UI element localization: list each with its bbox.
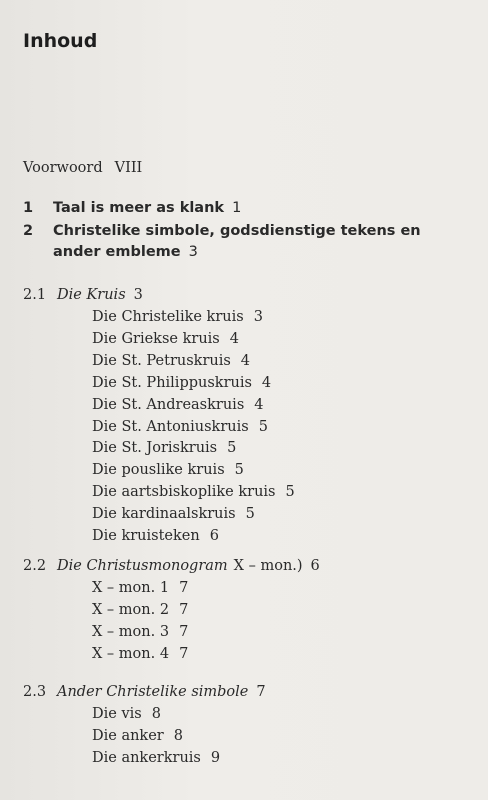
item-title: Die St. Philippuskruis bbox=[92, 374, 252, 391]
item-title: X – mon. 2 bbox=[92, 601, 170, 618]
section-number: 2.1 bbox=[23, 287, 47, 303]
toc-chapter-2 bbox=[23, 223, 421, 239]
item-page: 4 bbox=[261, 374, 272, 391]
item-title: X – mon. 3 bbox=[92, 623, 170, 640]
section-title: Die Christusmonogram bbox=[57, 558, 228, 574]
item-page: 5 bbox=[258, 418, 268, 435]
foreword-page: VIII bbox=[114, 160, 143, 176]
section-title-suffix: X – mon.) bbox=[233, 558, 303, 574]
section-title: Die Kruis bbox=[57, 287, 126, 303]
item-page: 9 bbox=[210, 749, 221, 766]
chapter-page: 3 bbox=[188, 244, 198, 260]
toc-section-2-1 bbox=[23, 287, 143, 303]
chapter-title: Taal is meer as klank bbox=[53, 200, 225, 216]
toc-section-2-3 bbox=[23, 684, 266, 700]
page-heading: Inhoud bbox=[23, 30, 98, 52]
foreword-label: Voorwoord bbox=[23, 160, 103, 176]
chapter-title-continued: ander embleme bbox=[53, 244, 181, 260]
item-page: 7 bbox=[179, 623, 189, 640]
item-title: Die vis bbox=[92, 706, 142, 722]
item-page: 3 bbox=[253, 309, 263, 325]
item-title: Die pouslike kruis bbox=[92, 462, 225, 479]
item-title: Die ankerkruis bbox=[92, 749, 201, 766]
chapter-number: 2 bbox=[23, 223, 34, 239]
section-page: 3 bbox=[133, 287, 143, 303]
chapter-page: 1 bbox=[232, 200, 242, 216]
item-page: 5 bbox=[227, 440, 237, 457]
chapter-number: 1 bbox=[23, 200, 34, 216]
item-title: Die anker bbox=[92, 727, 164, 744]
section-number: 2.2 bbox=[23, 558, 47, 574]
item-title: Die Griekse kruis bbox=[92, 330, 220, 347]
item-page: 5 bbox=[285, 484, 295, 501]
item-title: Die kardinaalskruis bbox=[92, 506, 236, 523]
item-title: Die St. Andreaskruis bbox=[92, 396, 245, 413]
toc-foreword bbox=[23, 160, 142, 176]
toc-chapter-2-cont bbox=[53, 244, 198, 260]
item-page: 7 bbox=[179, 645, 189, 662]
item-page: 5 bbox=[234, 462, 244, 479]
toc-chapter-1 bbox=[23, 200, 242, 216]
chapter-title: Christelike simbole, godsdienstige tekens en bbox=[53, 223, 421, 239]
item-page: 8 bbox=[173, 727, 183, 744]
item-page: 7 bbox=[179, 601, 189, 618]
section-number: 2.3 bbox=[23, 684, 47, 700]
section-page: 6 bbox=[310, 558, 320, 574]
item-page: 4 bbox=[229, 330, 239, 347]
toc-section-2-2 bbox=[23, 558, 320, 574]
item-title: X – mon. 4 bbox=[92, 645, 170, 662]
item-page: 5 bbox=[245, 506, 255, 523]
item-title: Die kruisteken bbox=[92, 528, 200, 544]
item-title: Die aartsbiskoplike kruis bbox=[92, 484, 276, 501]
section-page: 7 bbox=[256, 684, 266, 700]
section-title: Ander Christelike simbole bbox=[57, 684, 249, 700]
item-title: Die St. Joriskruis bbox=[92, 440, 218, 457]
item-title: X – mon. 1 bbox=[92, 580, 170, 596]
item-page: 6 bbox=[209, 528, 219, 544]
item-page: 4 bbox=[254, 396, 264, 413]
item-title: Die Christelike kruis bbox=[92, 309, 244, 325]
item-page: 7 bbox=[179, 580, 189, 596]
item-page: 8 bbox=[151, 706, 161, 722]
item-title: Die St. Petruskruis bbox=[92, 352, 231, 369]
item-page: 4 bbox=[240, 352, 251, 369]
item-title: Die St. Antoniuskruis bbox=[92, 418, 249, 435]
